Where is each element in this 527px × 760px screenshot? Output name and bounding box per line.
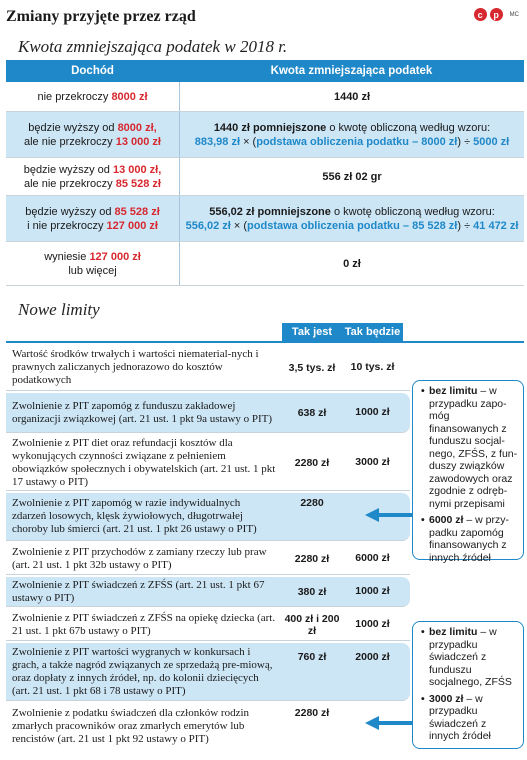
table-row: wyniesie 127 000 zł lub więcej 0 zł <box>6 242 524 286</box>
logo-c-icon: c <box>474 8 487 21</box>
limit-note: • bez limitu – w przypadku zapo-móg finansowanych z funduszu socjal-nego, ZFŚS, z fun-duszy związków zawodowych oraz zgodnie z odręb-nymi przepisami • 6000 zł – w przy-padku zapomóg finansowanych z innych źródeł <box>412 380 524 560</box>
table-row: Zwolnienie z PIT przychodów z zamiany rzeczy lub praw (art. 21 ust. 1 pkt 32b ustawy o PIT) 2280 zł 6000 zł <box>6 543 410 575</box>
author-mark: MC <box>509 11 519 18</box>
table-row: Zwolnienie z PIT zapomóg z funduszu zakładowej organizacji związkowej (art. 21 ust. 1 pkt 9a ustawy o PIT) 638 zł 1000 zł <box>6 393 410 433</box>
table-row: Zwolnienie z PIT zapomóg w razie indywidualnych zdarzeń losowych, klęsk żywiołowych, długotrwałej choroby lub śmierci (art. 21 ust. 1 pkt 26 ustawy o PIT) 2280 <box>6 493 410 541</box>
limit-note: • bez limitu – w przypadku świadczeń z funduszu socjalnego, ZFŚS • 3000 zł – w przypadku świadczeń z innych źródeł <box>412 621 524 749</box>
table-row: nie przekroczy 8000 zł 1440 zł <box>6 82 524 112</box>
table-header <box>6 323 524 341</box>
header-new: Tak będzie <box>344 326 401 338</box>
table-row: będzie wyższy od 13 000 zł, ale nie przekroczy 85 528 zł 556 zł 02 gr <box>6 158 524 196</box>
tax-reduction-table <box>6 60 524 286</box>
table-row: Zwolnienie z PIT świadczeń z ZFŚS na opiekę dziecka (art. 21 ust. 1 pkt 67b ustawy o PIT) 400 zł i 200 zł 1000 zł <box>6 609 410 641</box>
table-row: Zwolnienie z podatku świadczeń dla członków rodzin zmarłych pracowników oraz zmarłych emerytów lub rencistów (art. 21 ust 1 pkt 92 ustawy o PIT) 2280 zł <box>12 706 330 745</box>
table-row: Zwolnienie z PIT wartości wygranych w konkursach i grach, a także nagród związanych ze sprzedażą pre-miową, oraz dopłaty z innych źródeł, np. do kolonii dziecięcych (art. 21 ust. 1 pkt 68 i 78 ustawy o PIT) 760 zł 2000 zł <box>6 643 410 701</box>
logo-p-icon: p <box>490 8 503 21</box>
table-row: będzie wyższy od 85 528 zł i nie przekroczy 127 000 zł 556,02 zł pomniejszone o kwotę obliczoną według wzoru: 556,02 zł × (podstawa obliczenia podatku – 85 528 zł) ÷ 41 472 zł <box>6 196 524 242</box>
table-row: będzie wyższy od 8000 zł, ale nie przekroczy 13 000 zł 1440 zł pomniejszone o kwotę obliczoną według wzoru: 883,98 zł × (podstawa obliczenia podatku – 8000 zł) ÷ 5000 zł <box>6 112 524 158</box>
header-now: Tak jest <box>291 326 333 338</box>
section1-title: Kwota zmniejszająca podatek w 2018 r. <box>18 37 288 56</box>
section2-title: Nowe limity <box>18 300 100 319</box>
table-header <box>6 60 524 82</box>
table-row: Zwolnienie z PIT diet oraz refundacji kosztów dla wykonujących czynności związane z pełnieniem obowiązków społecznych i obywatelskich (art. 21 ust. 1 pkt 17 ustawy o PIT) 2280 zł 3000 zł <box>6 435 410 491</box>
table-row: Zwolnienie z PIT świadczeń z ZFŚS (art. 21 ust. 1 pkt 67 ustawy o PIT) 380 zł 1000 zł <box>6 577 410 607</box>
page-title: Zmiany przyjęte przez rząd <box>6 8 196 25</box>
header-income: Dochód <box>71 65 114 77</box>
header-reduction: Kwota zmniejszająca podatek <box>270 65 433 77</box>
publisher-logo <box>474 8 519 21</box>
table-row: Wartość środków trwałych i wartości niematerial-nych i prawnych zaliczanych jednorazowo do kosztów podatkowych 3,5 tys. zł 10 tys. zł <box>6 345 410 391</box>
